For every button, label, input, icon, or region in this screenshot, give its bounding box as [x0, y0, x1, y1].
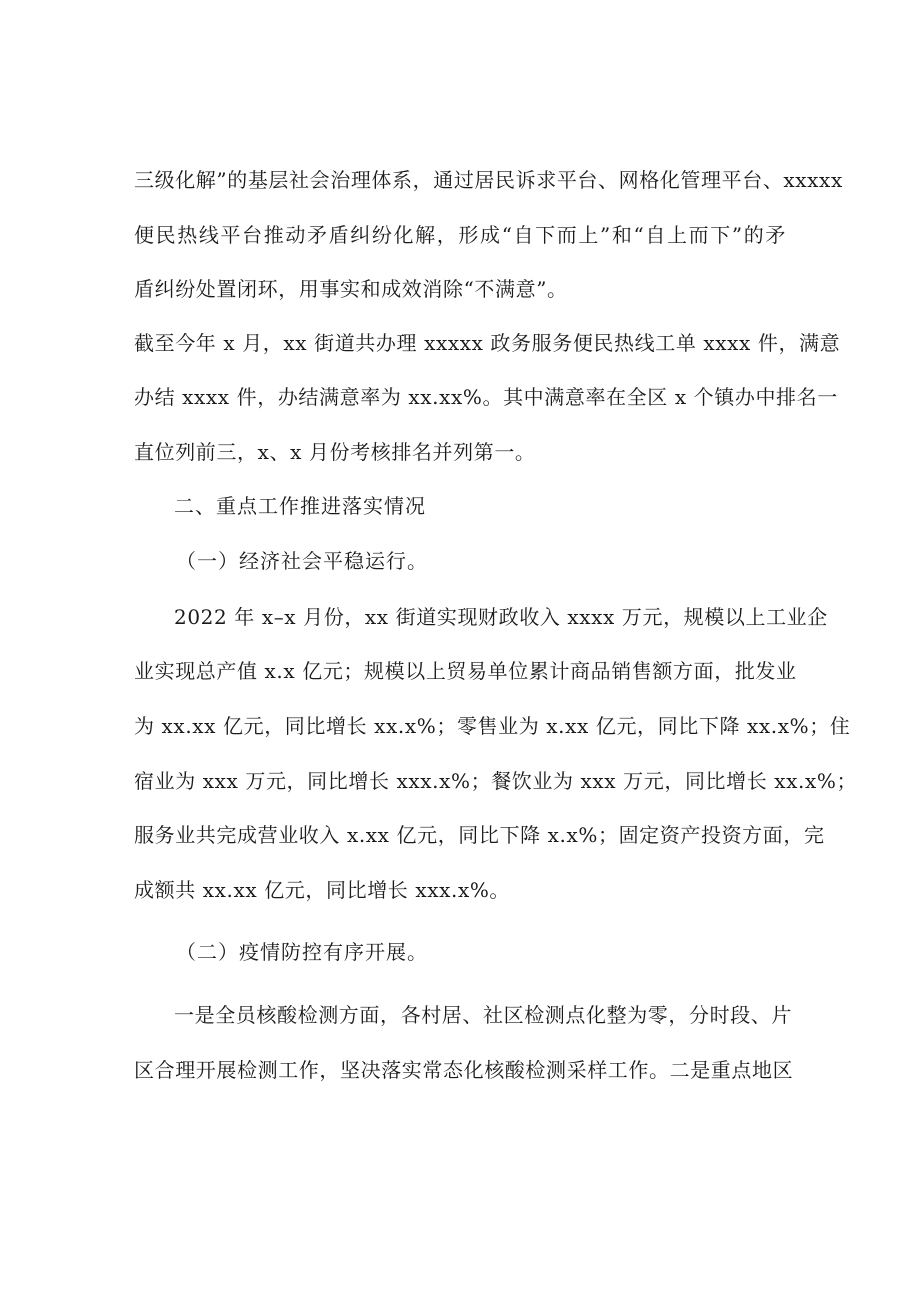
paragraph-line: 盾纠纷处置闭环，用事实和成效消除“不满意”。: [134, 277, 568, 301]
paragraph-line: 办结 xxxx 件，办结满意率为 xx.xx%。其中满意率在全区 x 个镇办中排名一: [134, 385, 838, 409]
paragraph-line: 2022 年 x–x 月份，xx 街道实现财政收入 xxxx 万元，规模以上工业企: [174, 605, 828, 629]
paragraph-line: 直位列前三，x、x 月份考核排名并列第一。: [134, 440, 536, 464]
paragraph-line: 宿业为 xxx 万元，同比增长 xxx.x%；餐饮业为 xxx 万元，同比增长 xx.x%；: [134, 769, 858, 793]
paragraph-line: 成额共 xx.xx 亿元，同比增长 xxx.x%。: [134, 878, 511, 902]
paragraph-line: 业实现总产值 x.x 亿元；规模以上贸易单位累计商品销售额方面，批发业: [134, 659, 797, 683]
subsection-heading: （二）疫情防控有序开展。: [176, 940, 428, 964]
paragraph-line: 截至今年 x 月，xx 街道共办理 xxxxx 政务服务便民热线工单 xxxx 件，满意: [134, 331, 841, 355]
paragraph-line: 便民热线平台推动矛盾纠纷化解，形成“自下而上”和“自上而下”的矛: [134, 223, 786, 247]
paragraph-line: 服务业共完成营业收入 x.xx 亿元，同比下降 x.x%；固定资产投资方面，完: [134, 823, 825, 847]
paragraph-line: 一是全员核酸检测方面，各村居、社区检测点化整为零，分时段、片: [174, 1003, 792, 1027]
paragraph-line: 区合理开展检测工作，坚决落实常态化核酸检测采样工作。二是重点地区: [134, 1058, 794, 1082]
section-heading: 二、重点工作推进落实情况: [174, 494, 426, 518]
paragraph-line: 三级化解”的基层社会治理体系，通过居民诉求平台、网格化管理平台、xxxxx: [134, 168, 843, 192]
subsection-heading: （一）经济社会平稳运行。: [176, 549, 428, 573]
paragraph-line: 为 xx.xx 亿元，同比增长 xx.x%；零售业为 x.xx 亿元，同比下降 xx.x%；住: [134, 714, 851, 738]
